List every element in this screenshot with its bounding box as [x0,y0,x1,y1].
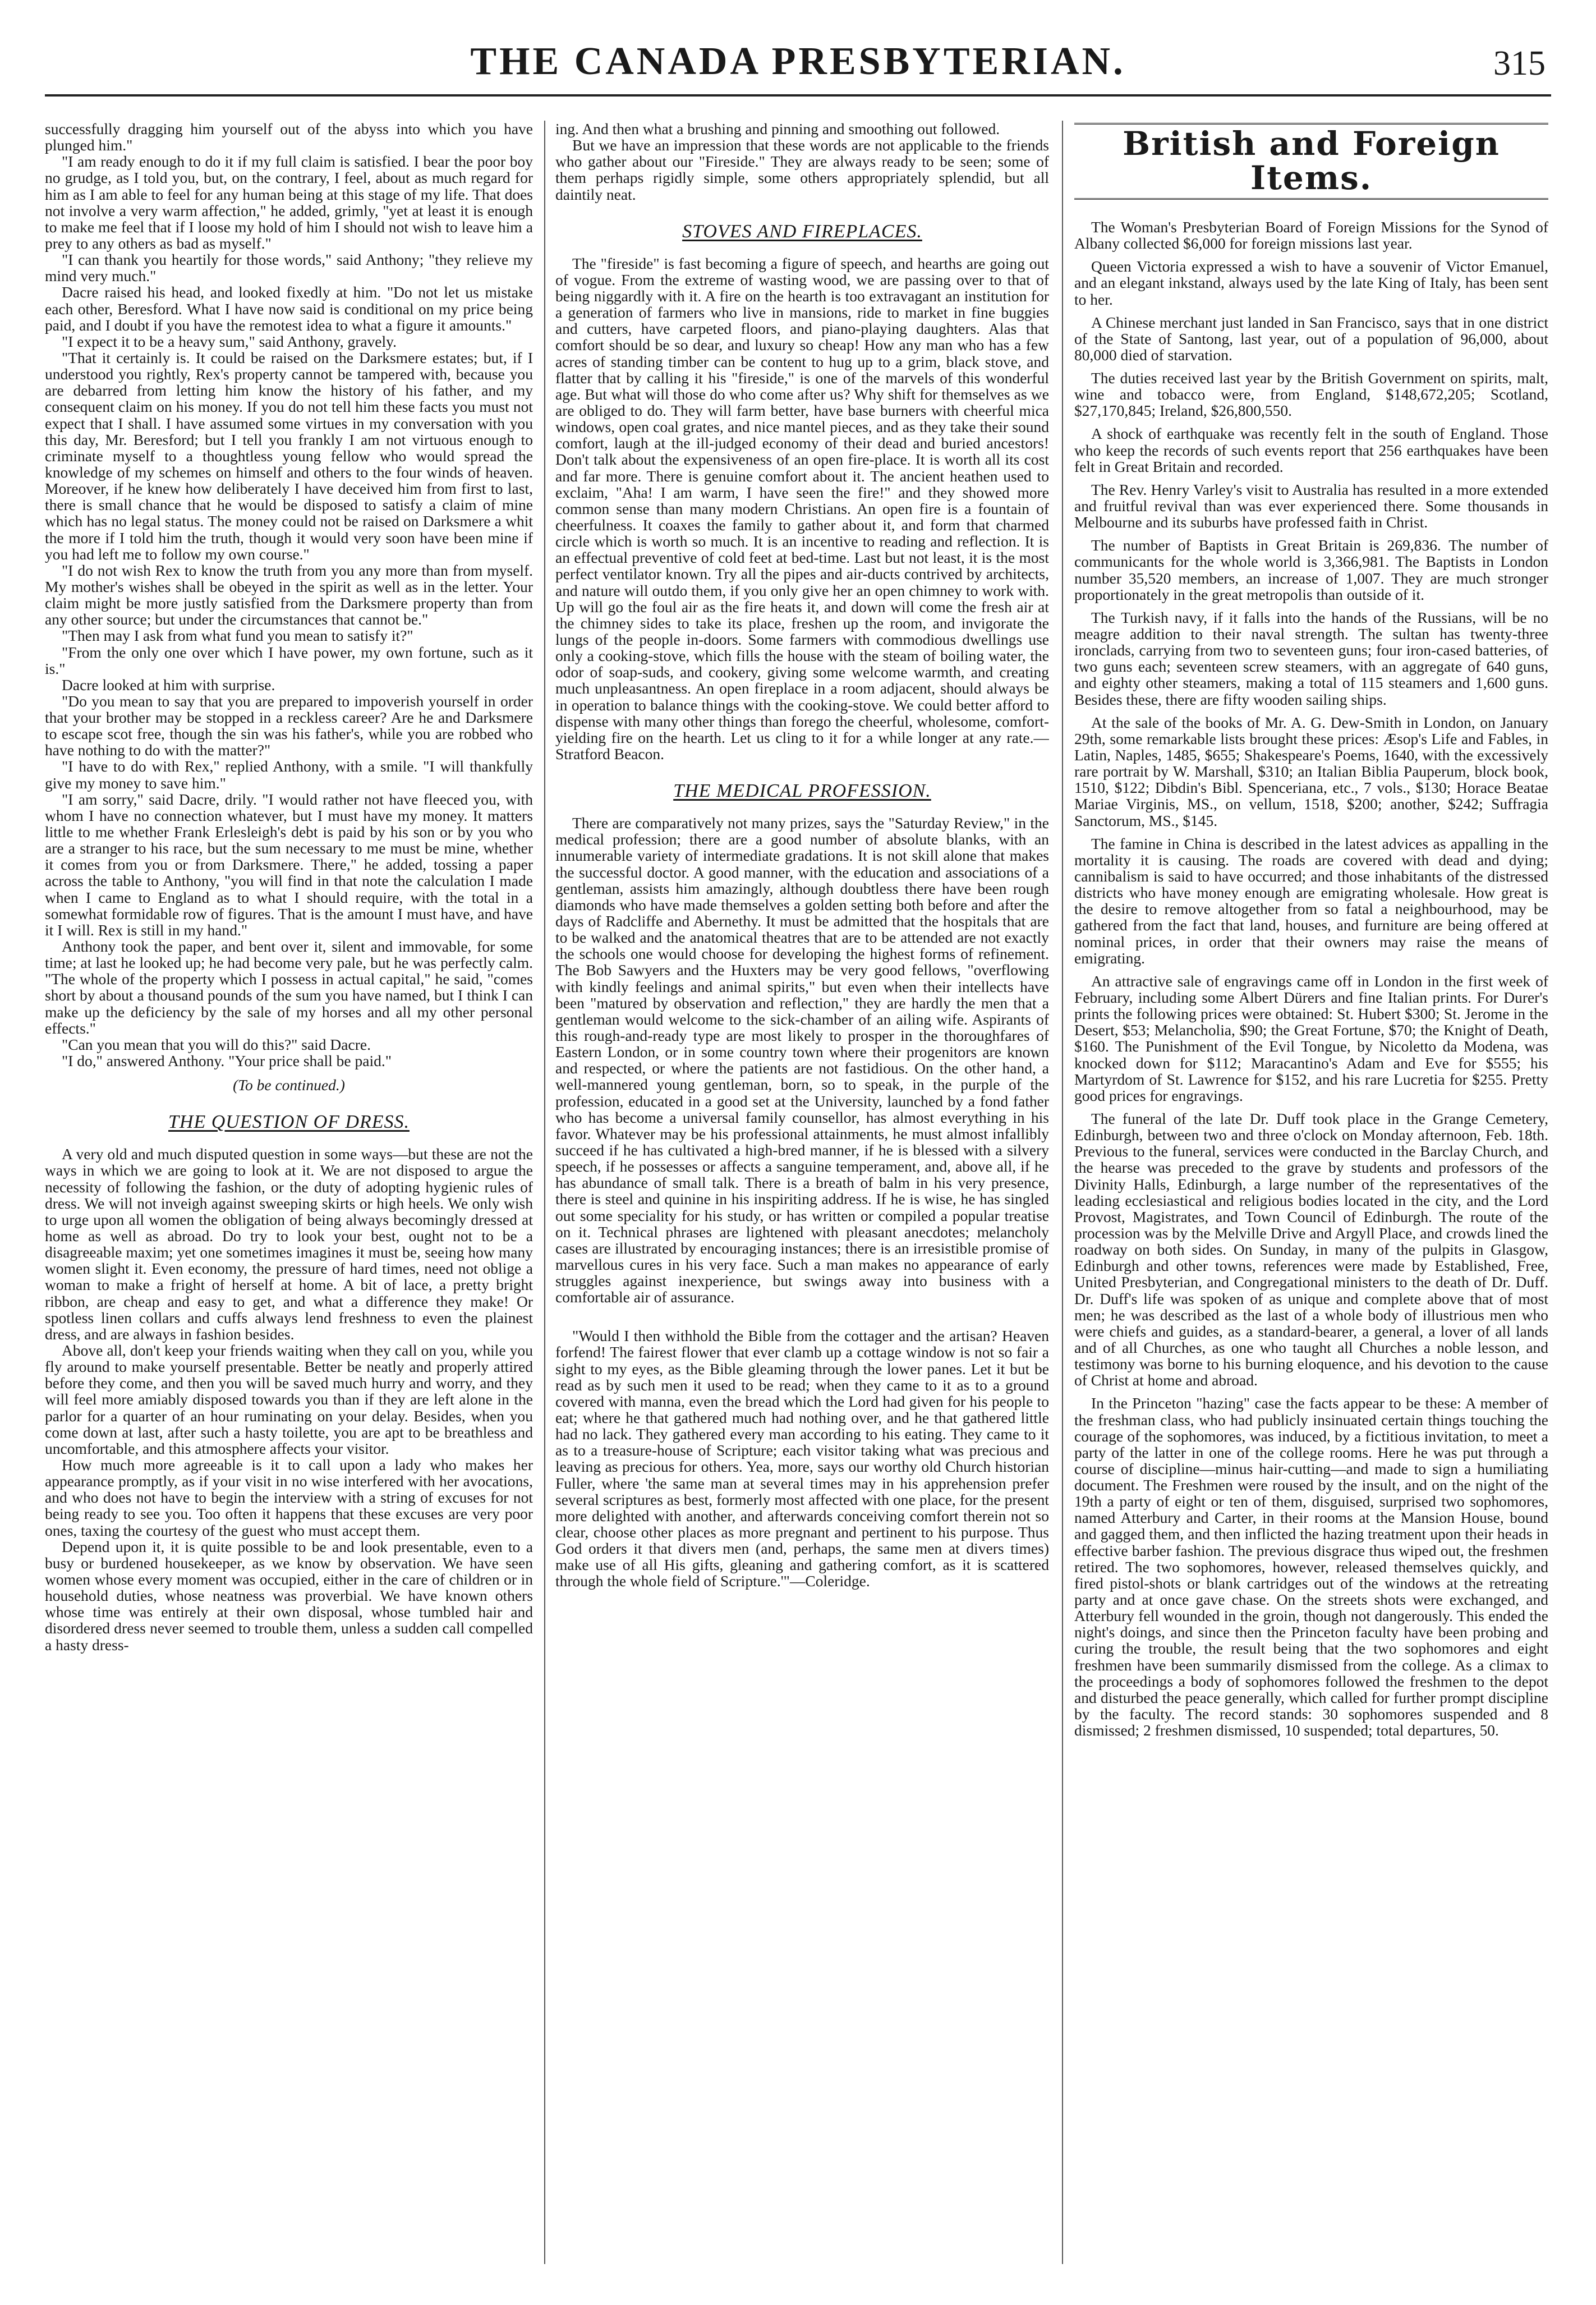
paragraph: Anthony took the paper, and bent over it, silent and immovable, for some time; at last he looked up; he had become very pale, but he was perfectly calm. "The whole of the property which I possess in actual capital," he said, "comes short by about a thousand pounds of the sum you have named, but I think I can make up the deficiency by the sale of my horses and all my other personal effects." [45,938,533,1037]
paragraph: "I have to do with Rex," replied Anthony, with a smile. "I will thankfully give my money to save him." [45,757,533,792]
news-item: At the sale of the books of Mr. A. G. Dew-Smith in London, on January 29th, some remarkable lists brought these prices: Æsop's Life and Fables, in Latin, Naples, 1485, $655; Shakespeare's Poems, 1640, with the excessively rare portrait by W. Marshall, $310; an Italian Biblia Pauperum, block book, 1510, $122; Dibdin's Bibl. Spenceriana, etc., 7 vols., $130; Horace Beatae Mariae Virginis, MS., on vellum, 1518, $200; another, $242; Suffragia Sanctorum, MS., $145. [1074,713,1548,829]
paragraph: "I can thank you heartily for those words," said Anthony; "they relieve my mind very much." [45,251,533,285]
paragraph: "Do you mean to say that you are prepared to impoverish yourself in order that your brother may be stopped in a reckless career? Are he and Darksmere to escape scot free, though the sin was his father's, while you are robbed who have nothing to do with the matter?" [45,692,533,759]
paragraph: "I do not wish Rex to know the truth from you any more than from myself. My mother's wishes shall be obeyed in the spirit as well as in the letter. Your claim might be more justly satisfied from the Darksmere property than from any other source; but under the circumstances that cannot be." [45,561,533,628]
news-item: The Woman's Presbyterian Board of Foreign Missions for the Synod of Albany collected $6,000 for foreign missions last year. [1074,218,1548,252]
page-number: 315 [1493,44,1546,82]
paragraph: Above all, don't keep your friends waiting when they call on you, while you fly around to make yourself presentable. Better be neatly and properly attired before they come, and then you will be saved much hurry and worry, and they will feel more amiably disposed towards you than if they are left alone in the parlor for a quarter of an hour ruminating on your delay. Besides, when you come down at last, after such a hasty toilette, you are apt to be breathless and uncomfortable, and this atmosphere affects your visitor. [45,1342,533,1457]
paragraph: "That it certainly is. It could be raised on the Darksmere estates; but, if I understood you rightly, Rex's property cannot be tampered with, because you are debarred from letting him know the history of his father, and my consequent claim on his money. If you do not tell him these facts you must not expect that I shall. I have assumed some virtues in my conversation with you this day, Mr. Beresford; but I tell you frankly I am not virtuous enough to criminate myself to a thoughtless young fellow who would spread the knowledge of my schemes on himself and others to the four winds of heaven. Moreover, if he knew how deliberately I have deceived him from first to last, there is small chance that he would be disposed to satisfy a claim of mine which has no legal status. The money could not be raised on Darksmere a whit the more if I told him the truth, though it would very soon have been mine if you had left me to follow my own course." [45,348,533,563]
news-item: The Turkish navy, if it falls into the hands of the Russians, will be no meagre addition to their naval strength. The sultan has twenty-three ironclads, carrying from two to seventeen guns; four iron-cased batteries, of two guns each; seventeen screw steamers, with an aggregate of 640 guns, and eighty other steamers, making a total of 115 steamers and 1,600 guns. Besides these, there are fifty wooden sailing ships. [1074,608,1548,708]
article-heading-medical: THE MEDICAL PROFESSION. [673,780,931,802]
paragraph: How much more agreeable is it to call upon a lady who makes her appearance promptly, as if your visit in no wise interfered with her avocations, and who does not have to begin the interview with a string of excuses for not being ready to see you. Too often it happens that these excuses are very poor ones, taxing the courtesy of the guest who must accept them. [45,1456,533,1539]
column-divider [1062,121,1063,2264]
paragraph: "Then may I ask from what fund you mean to satisfy it?" [62,627,413,645]
header-rule [45,94,1551,97]
article-heading-stoves: STOVES AND FIREPLACES. [682,221,922,242]
news-item: A Chinese merchant just landed in San Francisco, says that in one district of the State of Santong, last year, out of a population of 96,000, about 80,000 died of starvation. [1074,313,1548,364]
column-divider [544,121,545,2264]
paragraph: "I am ready enough to do it if my full claim is satisfied. I bear the poor boy no grudge, as I told you, but, on the contrary, I feel, about as much regard for him as I am able to feel for any human being at this stage of my life. That does not involve a very warm affection," he added, grimly, "yet at least it is enough to make me feel that if I loose my hold of him I should not wish to leave him a prey to any others as bad as myself." [45,153,533,252]
news-item: A shock of earthquake was recently felt in the south of England. Those who keep the records of such events report that 256 earthquakes have been felt in Great Britain and recorded. [1074,425,1548,475]
column-3 [1074,121,1548,2264]
paragraph: "Can you mean that you will do this?" said Dacre. [62,1035,371,1053]
paragraph: "I expect it to be a heavy sum," said Anthony, gravely. [62,332,397,350]
paragraph: The "fireside" is fast becoming a figure of speech, and hearths are going out of vogue. From the extreme of wasting wood, we are passing over to that of being niggardly with it. A fire on the hearth is too extravagant an institution for a generation of farmers who live in mansions, ride to market in fine buggies and cutters, have carpeted floors, and piano-playing daughters. Alas that comfort should be so dear, and luxury so cheap! How any man who has a few acres of standing timber can be content to hug up to a grim, black stove, and flatter that by calling it his "fireside," is one of the marvels of this wonderful age. But what will those do who come after us? Why shift for themselves as we are obliged to do. They will farm better, have base burners with cheerful mica windows, open coal grates, and nice mantel pieces, and as they take their sound comfort, laugh at the ill-judged economy of their dead and buried ancestors! Don't talk about the expensiveness of an open fire-place. It is worth all its cost and far more. There is genuine comfort about it. The ancient heathen used to exclaim, "Aha! I am warm, I have seen the fire!" and they showed more common sense than many modern Christians. An open fire is a fountain of cheerfulness. It coaxes the family to gather about it, and form that charmed circle which is worth so much. It is an incentive to reading and reflection. It is an effectual preventive of cold feet at bed-time. Last but not least, it is the most perfect ventilator known. Try all the pipes and air-ducts contrived by architects, and nature will outdo them, if you only give her an open chimney to work with. Up will go the foul air as the fire heats it, and down will come the fresh air at the chimney sides to take its place, freshen up the room, and invigorate the lungs of the people in-doors. Some farmers with commodious dwellings use only a cooking-stove, which fills the house with the steam of boiling water, the odor of soap-suds, and cookery, giving some welcome warmth, and creating much unpleasantness. An open fireplace in a room adjacent, should always be in operation to balance things with the cooking-stove. We could better afford to dispense with many other things than forego the cheerful, wholesome, comfort-yielding fire on the hearth. Let us cling to it for a while longer at any rate.—Stratford Beacon. [555,254,1049,763]
paragraph: "Would I then withhold the Bible from the cottager and the artisan? Heaven forfend! The fairest flower that ever clamb up a cottage window is not so fair a sight to my eyes, as the Bible gleaming through the lower panes. Let it but be read as by such men it used to be read; when they came to it as to a ground covered with manna, even the bread which the Lord had given for his people to eat; where he that gathered much had nothing over, and he that gathered little had no lack. They gathered every man according to his eating. They came to it as to a treasure-house of Scripture; each visitor taking what was precious and leaving as precious for others. Yea, more, says our worthy old Church historian Fuller, where 'the same man at several times may in his apprehension prefer several scriptures as best, formerly most affected with one place, for the present more delighted with another, and afterwards conceiving comfort therein not so clear, choose other places as more pregnant and pertinent to his purpose. Thus God orders it that divers men (and, perhaps, the same men at divers times) make use of all His gifts, gleaning and gathering comfort, as it is scattered through the whole field of Scripture.'"—Coleridge. [555,1327,1049,1590]
running-title: THE CANADA PRESBYTERIAN. [470,40,1126,83]
news-item: The famine in China is described in the latest advices as appalling in the mortality it is causing. The roads are covered with dead and dying; cannibalism is said to have occurred; and those inhabitants of the distressed districts who have money enough are emigrating wholesale. How great is the desire to remove altogether from so fatal a neighbourhood, may be gathered from the fact that land, houses, and furniture are being offered at nominal prices, in order that their owners may raise the means of emigrating. [1074,834,1548,967]
masthead-title: British and Foreign Items. [1074,123,1548,200]
news-item: Queen Victoria expressed a wish to have a souvenir of Victor Emanuel, and an elegant inkstand, always used by the late King of Italy, has been sent to her. [1074,258,1548,308]
paragraph: A very old and much disputed question in some ways—but these are not the ways in which we are going to look at it. We are not disposed to argue the necessity of following the fashion, or the duty of adopting hygienic rules of dress. We will not inveigh against sweeping skirts or high heels. We only wish to urge upon all women the obligation of being always becomingly dressed at home as well as abroad. Do try to look your best, ought not to be a disagreeable maxim; yet one sometimes imagines it must be, seeing how many women slight it. Even economy, the pressure of hard times, need not oblige a woman to make a fright of herself at home. A bit of lace, a pretty bright ribbon, are cheap and easy to get, and what a difference they make! Or spotless linen collars and cuffs always lend freshness to even the plainest dress, and are always in fashion besides. [45,1145,533,1343]
paragraph: successfully dragging him yourself out of the abyss into which you have plunged him." [45,121,533,154]
paragraph: Dacre looked at him with surprise. [62,676,275,694]
article-heading-dress: THE QUESTION OF DRESS. [168,1112,410,1133]
news-item: The number of Baptists in Great Britain is 269,836. The number of communicants for the whole world is 3,366,981. The Baptists in London number 35,520 members, an increase of 1,007. They are much stronger proportionately in the great metropolis than outside of it. [1074,536,1548,603]
news-item: In the Princeton "hazing" case the facts appear to be these: A member of the freshman class, who had publicly insinuated certain things touching the courage of the sophomores, was induced, by a fictitious invitation, to meet a party of the latter in one of the college rooms. Here he was put through a course of discipline—minus hair-cutting—and made to sign a humiliating document. The Freshmen were roused by the insult, and on the night of the 19th a party of eight or ten of them, disguised, surprised two sophomores, named Atterbury and Carter, in their rooms at the Mansion House, bound and gagged them, and then inflicted the hazing treatment upon their heads in effective barber fashion. The previous disgrace thus wiped out, the freshmen retired. The two sophomores, however, released themselves quickly, and fired pistol-shots or blank cartridges out of the windows at the retreating party and at once gave chase. On the streets shots were exchanged, and Atterbury fell wounded in the groin, though not dangerously. This ended the night's doings, and since then the Princeton faculty have been probing and curing the trouble, the result being that the two sophomores and eight freshmen have been summarily dismissed from the college. As a climax to the proceedings a body of sophomores followed the freshmen to the depot and disturbed the peace generally, which called for further prompt discipline by the faculty. The record stands: 30 sophomores suspended and 8 dismissed; 2 freshmen dismissed, 10 suspended; total departures, 50. [1074,1394,1548,1739]
paragraph: Dacre raised his head, and looked fixedly at him. "Do not let us mistake each other, Beresford. What I have now said is conditional on my price being paid, and I doubt if you have the remotest idea to what a figure it amounts." [45,283,533,334]
paragraph: "I do," answered Anthony. "Your price shall be paid." [62,1052,392,1070]
paragraph: Depend upon it, it is quite possible to be and look presentable, even to a busy or burdened housekeeper, as we know by observation. We have seen women whose every moment was occupied, either in the care of children or in household duties, whose neatness was proverbial. We have known others whose time was entirely at their own disposal, whose tumbled hair and disordered dress never seemed to trouble them, unless a sudden call compelled a hasty dress- [45,1537,533,1654]
paragraph: "From the only one over which I have power, my own fortune, such as it is." [45,643,533,677]
paragraph: There are comparatively not many prizes, says the "Saturday Review," in the medical profession; there are a good number of absolute blanks, with an innumerable variety of intermediate gradations. It is not skill alone that makes the successful doctor. A good manner, with the education and associations of a gentleman, assists him amazingly, although doubtless there have been rough diamonds who have made themselves a golden setting both before and after the days of Radcliffe and Abernethy. It must be admitted that the hospitals that are to be walked and the anatomical theatres that are to be attended are not exactly the schools one would choose for developing the highest forms of refinement. The Bob Sawyers and the Huxters may be very good fellows, "overflowing with kindly feelings and animal spirits," but even when their intellects have been "matured by observation and reflection," they are hardly the men that a gentleman would welcome to the sick-chamber of an ailing wife. Aspirants of this rough-and-ready type are most likely to prosper in the thoroughfares of Eastern London, or in some country town where their progenitors are known and respected, or where the patients are not fastidious. On the other hand, a well-mannered young gentleman, born, so to speak, in the purple of the profession, educated in a good set at the University, launched by a fond father who has become a universal family counsellor, has almost everything in his favor. Whatever may be his professional attainments, he must almost infallibly succeed if he has cultivated a high-bred manner, if he is blessed with a silvery speech, if he possesses or affects a sanguine temperament, and, above all, if he has abundance of small talk. There is a breath of balm in his very presence, there is steel and quinine in his inspiriting address. If he is wise, he has singled out some speciality for his study, or has written or compiled a popular treatise on it. Technical phrases are lightened with pleasant anecdotes; melancholy cases are illustrated by encouraging instances; there is an irresistible promise of marvellous cures in his very face. Such a man makes no appearance of early struggles against inexperience, but swings away into business with a comfortable air of assurance. [555,814,1049,1306]
section-masthead [1074,123,1548,200]
news-item: The duties received last year by the British Government on spirits, malt, wine and tobacco were, from England, $148,672,205; Scotland, $27,170,845; Ireland, $26,800,550. [1074,369,1548,420]
column-1 [45,121,533,2264]
paragraph: But we have an impression that these words are not applicable to the friends who gather about our "Fireside." They are always ready to be seen; some of them perhaps rigidly simple, some others appropriately splendid, but all daintily neat. [555,136,1049,203]
paragraph: ing. And then what a brushing and pinning and smoothing out followed. [555,121,1000,137]
column-2 [555,121,1049,2264]
news-item: The Rev. Henry Varley's visit to Australia has resulted in a more extended and fruitful revival than was ever experienced there. Some thousands in Melbourne and its suburbs have professed faith in Christ. [1074,480,1548,531]
continued-note: (To be continued.) [233,1076,345,1094]
paragraph: "I am sorry," said Dacre, drily. "I would rather not have fleeced you, with whom I have no connection whatever, but I must have my money. It matters little to me whether Frank Erlesleigh's debt is paid by his son or by you who are a stranger to his race, but the sum necessary to me must be mine, whether it comes from you or from Darksmere. There," he added, tossing a paper across the table to Anthony, "you will find in that note the calculation I made when I came to England as to what I should require, with the total in a somewhat formidable row of figures. That is the amount I must have, and have it I will. Rex is still in my hand." [45,790,533,939]
news-item: The funeral of the late Dr. Duff took place in the Grange Cemetery, Edinburgh, between two and three o'clock on Monday afternoon, Feb. 18th. Previous to the funeral, services were conducted in the Barclay Church, and the hearse was preceded to the grave by students and professors of the Divinity Halls, Edinburgh, a large number of the representatives of the leading ecclesiastical and religious bodies located in the city, and the Lord Provost, Magistrates, and Town Council of Edinburgh. The route of the procession was by the Melville Drive and Argyll Place, and crowds lined the roadway on both sides. On Sunday, in many of the pulpits in Glasgow, Edinburgh and other towns, references were made by Established, Free, United Presbyterian, and Congregational ministers to the death of Dr. Duff. Dr. Duff's life was spoken of as unique and complete above that of most men; he was described as the last of a whole body of illustrious men who were chiefs and guides, as a standard-bearer, a general, a lover of all lands and of all Churches, as one who taught all Churches a noble lesson, and testimony was borne to his burning eloquence, and his devotion to the cause of Christ at home and abroad. [1074,1109,1548,1389]
news-item: An attractive sale of engravings came off in London in the first week of February, including some Albert Dürers and fine Italian prints. For Durer's prints the following prices were obtained: St. Hubert $300; St. Jerome in the Desert, $53; Melancholia, $90; the Great Fortune, $70; the Knight of Death, $160. The Punishment of the Evil Tongue, by Nicoletto da Modena, was knocked down for $112; Maracantino's Adam and Eve for $555; his Martyrdom of St. Lawrence for $152, and his rare Lucretia for $255. Pretty good prices for engravings. [1074,972,1548,1104]
page-header [0,0,1596,95]
